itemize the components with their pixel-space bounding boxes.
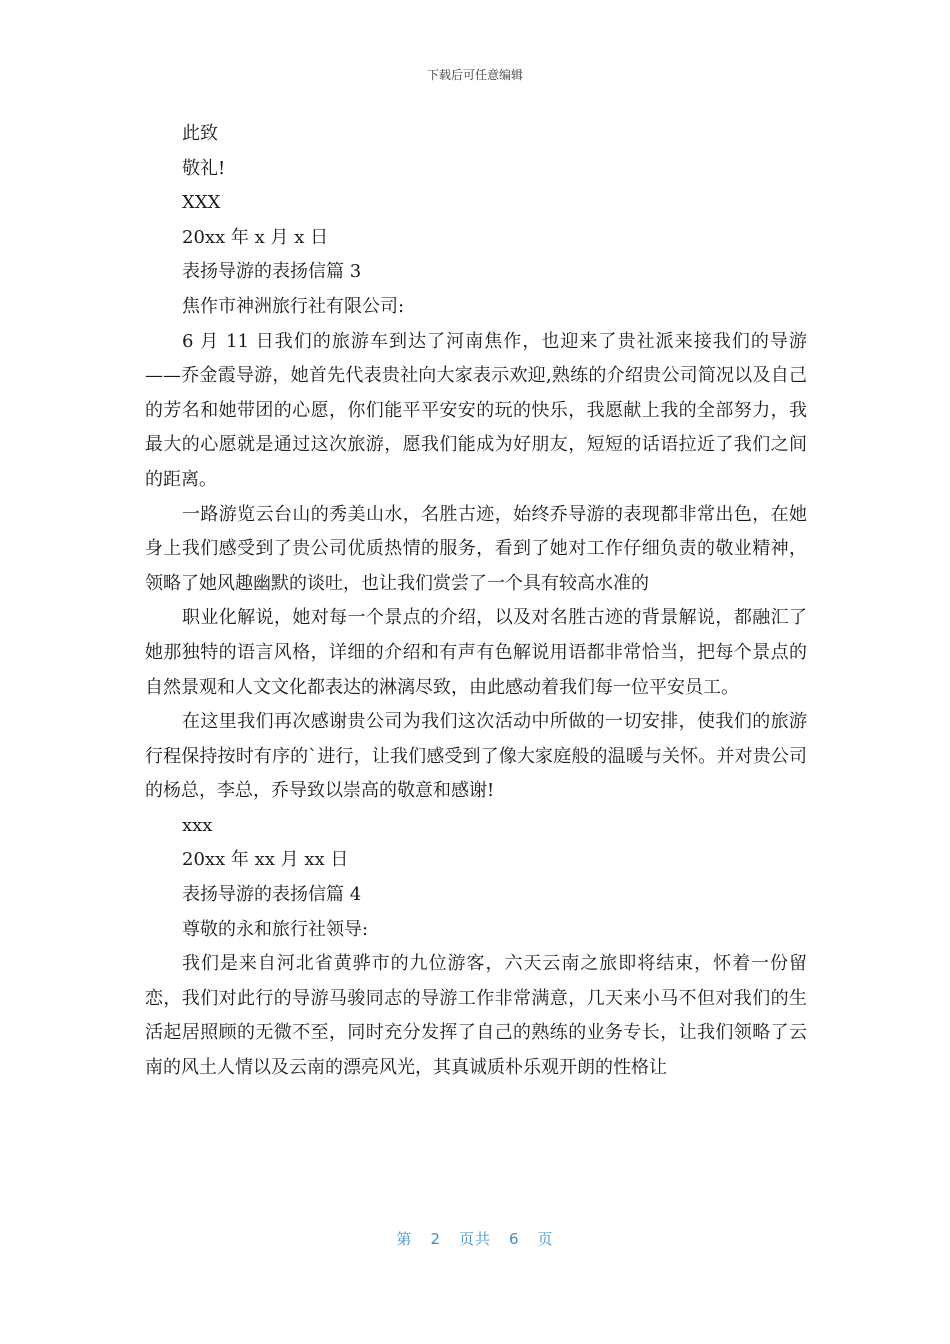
page-footer (0, 1228, 950, 1249)
footer-label-page: 第 (396, 1230, 413, 1248)
document-body (145, 117, 807, 1086)
section-title-3: 表扬导游的表扬信篇 3 (182, 261, 362, 283)
footer-label-end: 页 (537, 1230, 554, 1248)
footer-page-current: 2 (430, 1230, 441, 1248)
footer-page-total: 6 (509, 1230, 520, 1248)
closing-line-2: 敬礼! (182, 157, 226, 179)
signer-2: xxx (182, 814, 213, 836)
paragraph-3-2: 一路游览云台山的秀美山水，名胜古迹，始终乔导游的表现都非常出色，在她身上我们感受到了贵公司优质热情的服务，看到了她对工作仔细负责的敬业精神，领略了她风趣幽默的谈吐，也让我们赏尝了一个具有较高水准的 (145, 503, 807, 594)
section-title-4: 表扬导游的表扬信篇 4 (182, 884, 362, 906)
date-2: 20xx 年 xx 月 xx 日 (182, 849, 349, 871)
paragraph-3-4: 在这里我们再次感谢贵公司为我们这次活动中所做的一切安排，使我们的旅游行程保持按时有序的`进行，让我们感受到了像大家庭般的温暖与关怀。并对贵公司的杨总，李总，乔导致以崇高的敬意和感谢! (145, 711, 807, 802)
closing-line-1: 此致 (182, 123, 218, 144)
paragraph-3-3: 职业化解说，她对每一个景点的介绍，以及对名胜古迹的背景解说，都融汇了她那独特的语言风格，详细的介绍和有声有色解说用语都非常恰当，把每个景点的自然景观和人文文化都表达的淋漓尽致，由此感动着我们每一位平安员工。 (145, 607, 807, 698)
date-1: 20xx 年 x 月 x 日 (182, 226, 329, 248)
paragraph-3-1: 6 月 11 日我们的旅游车到达了河南焦作，也迎来了贵社派来接我们的导游——乔金霞导游，她首先代表贵社向大家表示欢迎,熟练的介绍贵公司简况以及自己的芳名和她带团的心愿，你们能平平安安的玩的快乐，我愿献上我的全部努力，我最大的心愿就是通过这次旅游，愿我们能成为好朋友，短短的话语拉近了我们之间的距离。 (145, 330, 807, 490)
signer-1: XXX (182, 192, 221, 214)
recipient-4: 尊敬的永和旅行社领导: (182, 918, 369, 940)
header-note: 下载后可任意编辑 (426, 68, 523, 82)
footer-label-total: 页共 (458, 1230, 491, 1248)
recipient-3: 焦作市神洲旅行社有限公司: (182, 295, 405, 317)
paragraph-4-1: 我们是来自河北省黄骅市的九位游客，六天云南之旅即将结束，怀着一份留恋，我们对此行的导游马骏同志的导游工作非常满意，几天来小马不但对我们的生活起居照顾的无微不至，同时充分发挥了自己的熟练的业务专长，让我们领略了云南的风土人情以及云南的漂亮风光，其真诚质朴乐观开朗的性格让 (145, 953, 807, 1079)
